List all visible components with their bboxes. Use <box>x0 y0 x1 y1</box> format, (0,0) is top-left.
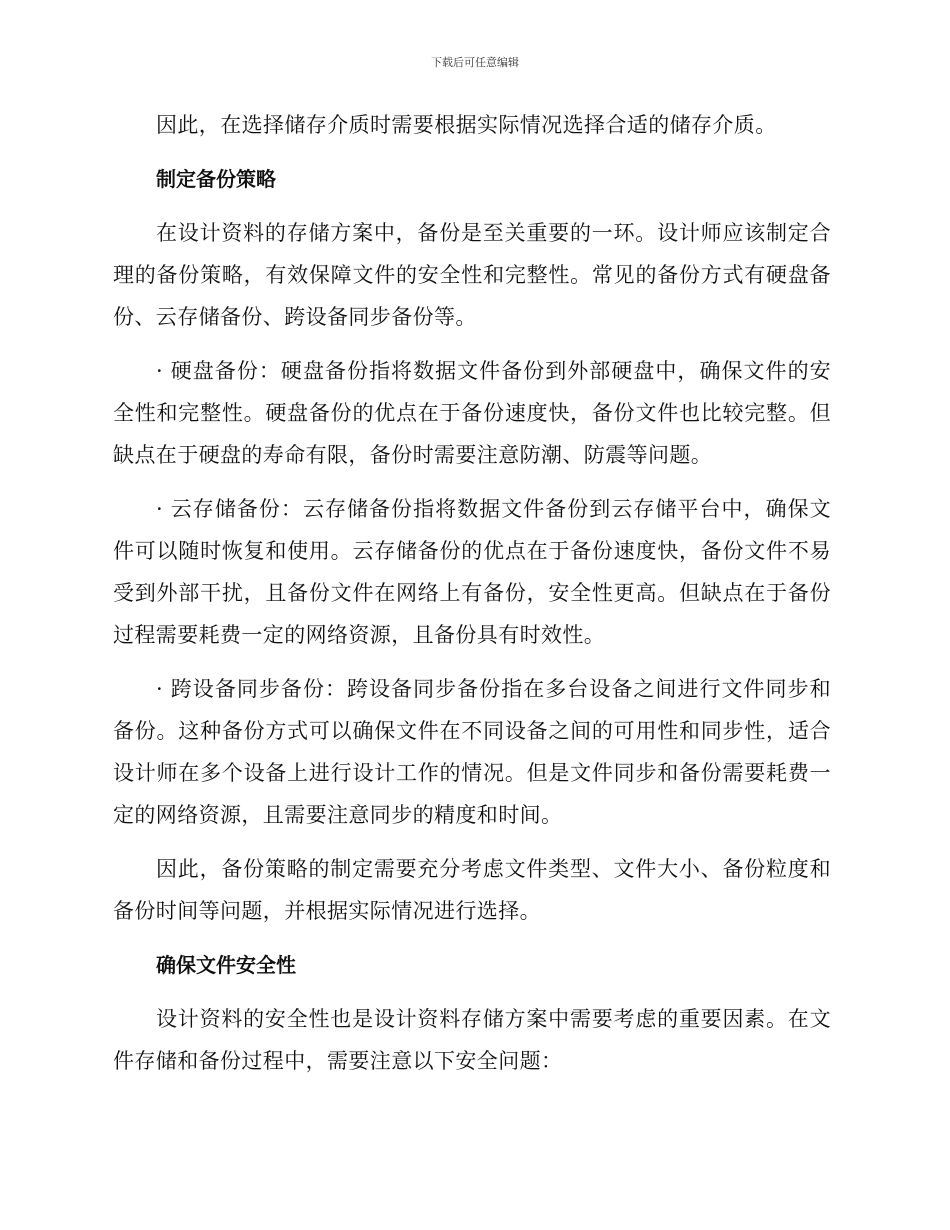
paragraph-security-intro: 设计资料的安全性也是设计资料存储方案中需要考虑的重要因素。在文件存储和备份过程中，需要注意以下安全问题： <box>113 1007 831 1073</box>
heading-file-security: 确保文件安全性 <box>156 953 296 977</box>
paragraph-backup-conclusion: 因此，备份策略的制定需要充分考虑文件类型、文件大小、备份粒度和备份时间等问题，并根据实际情况进行选择。 <box>113 857 831 923</box>
paragraph-cloud-backup: · 云存储备份：云存储备份指将数据文件备份到云存储平台中，确保文件可以随时恢复和使用。云存储备份的优点在于备份速度快，备份文件不易受到外部干扰，且备份文件在网络上有备份，安全性更高。但缺点在于备份过程需要耗费一定的网络资源，且备份具有时效性。 <box>113 497 831 647</box>
paragraph-sync-backup: · 跨设备同步备份：跨设备同步备份指在多台设备之间进行文件同步和备份。这种备份方式可以确保文件在不同设备之间的可用性和同步性，适合设计师在多个设备上进行设计工作的情况。但是文件同步和备份需要耗费一定的网络资源，且需要注意同步的精度和时间。 <box>113 677 831 827</box>
paragraph-storage-conclusion: 因此，在选择储存介质时需要根据实际情况选择合适的储存介质。 <box>156 113 777 137</box>
heading-backup-strategy: 制定备份策略 <box>156 167 276 191</box>
paragraph-backup-intro: 在设计资料的存储方案中，备份是至关重要的一环。设计师应该制定合理的备份策略，有效保障文件的安全性和完整性。常见的备份方式有硬盘备份、云存储备份、跨设备同步备份等。 <box>113 221 831 329</box>
paragraph-hdd-backup: · 硬盘备份：硬盘备份指将数据文件备份到外部硬盘中，确保文件的安全性和完整性。硬盘备份的优点在于备份速度快，备份文件也比较完整。但缺点在于硬盘的寿命有限，备份时需要注意防潮、防震等问题。 <box>113 359 831 467</box>
document-body <box>113 104 831 1094</box>
page-header: 下载后可任意编辑 <box>431 56 519 69</box>
